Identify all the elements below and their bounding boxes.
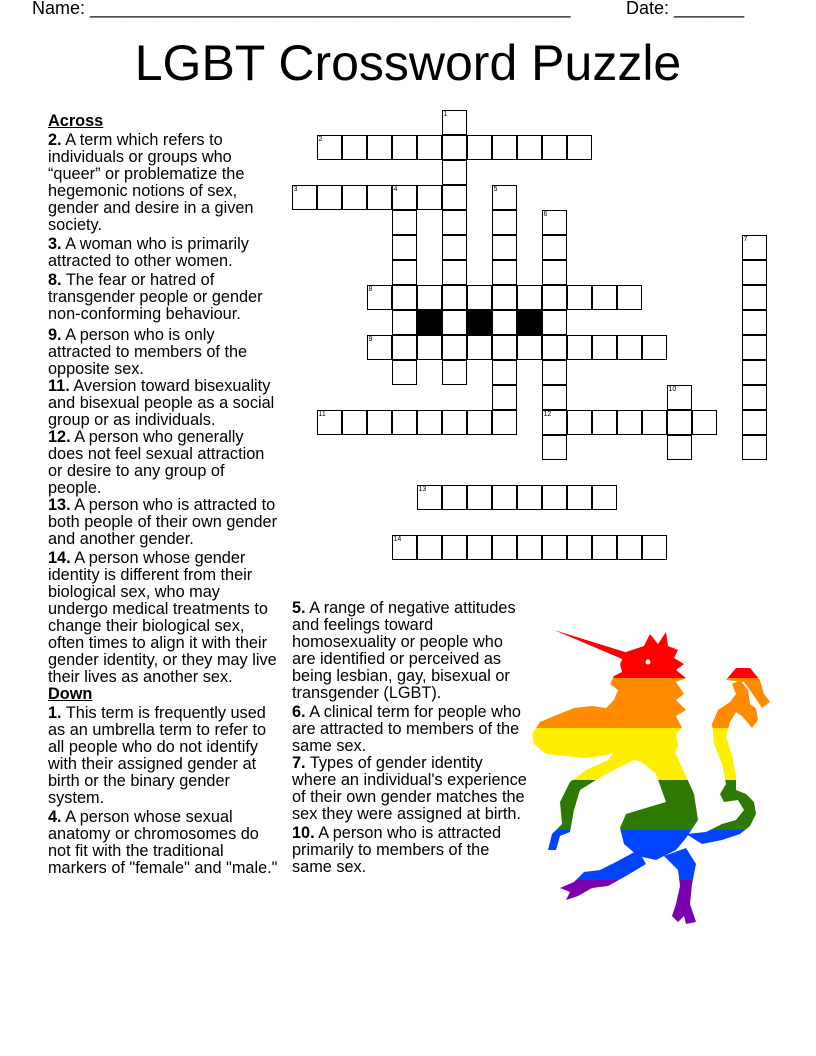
crossword-cell[interactable] (392, 310, 417, 335)
crossword-cell[interactable] (392, 360, 417, 385)
clue-text: A person who is attracted primarily to members of the same sex. (292, 824, 502, 876)
crossword-cell[interactable] (542, 210, 567, 235)
clue-across-2 (48, 132, 280, 234)
crossword-cell[interactable] (392, 410, 417, 435)
clue-number: 2. (48, 131, 62, 149)
crossword-cell[interactable] (542, 360, 567, 385)
clue-down-10 (292, 825, 528, 876)
clue-text: The fear or hatred of transgender people or gender non-conforming behaviour. (48, 271, 263, 323)
crossword-cell[interactable] (642, 335, 667, 360)
crossword-cell[interactable] (467, 285, 492, 310)
crossword-cell[interactable] (442, 410, 467, 435)
clue-across-12 (48, 429, 280, 497)
crossword-cell[interactable] (492, 210, 517, 235)
stripe-red (526, 624, 782, 678)
clue-text: A person whose gender identity is different from their biological sex, who may undergo medical treatments to change their biological sex, often times to align it with their gender identity, or they may live their lives as another sex. (48, 549, 277, 686)
crossword-cell[interactable] (467, 335, 492, 360)
crossword-cell[interactable] (442, 310, 467, 335)
crossword-cell[interactable] (467, 135, 492, 160)
crossword-cell[interactable] (442, 210, 467, 235)
clue-text: A person who is attracted to both people of their own gender and another gender. (48, 496, 278, 548)
clue-text: This term is frequently used as an umbrella term to refer to all people who do not identify with their assigned gender at birth or the binary gender system. (48, 704, 267, 807)
clue-text: A clinical term for people who are attracted to members of the same sex. (292, 703, 521, 755)
name-field[interactable]: Name: ________________________________________________ (32, 0, 571, 18)
crossword-cell[interactable] (592, 410, 617, 435)
crossword-cell[interactable] (417, 535, 442, 560)
crossword-cell[interactable] (417, 185, 442, 210)
crossword-cell[interactable] (567, 535, 592, 560)
crossword-cell[interactable] (617, 285, 642, 310)
crossword-cell[interactable] (542, 260, 567, 285)
crossword-cell[interactable] (492, 235, 517, 260)
cell-number: 13 (418, 485, 427, 493)
crossword-cell[interactable] (442, 160, 467, 185)
cell-number: 14 (393, 535, 402, 543)
crossword-cell[interactable] (417, 135, 442, 160)
cell-number: 2 (318, 135, 323, 143)
crossword-cell[interactable] (592, 485, 617, 510)
cell-number: 7 (743, 235, 748, 243)
crossword-cell[interactable] (567, 485, 592, 510)
clue-across-3 (48, 236, 280, 270)
crossword-cell[interactable] (367, 135, 392, 160)
cell-number: 9 (368, 335, 373, 343)
clue-number: 3. (48, 235, 62, 253)
crossword-cell[interactable] (742, 410, 767, 435)
crossword-cell[interactable] (517, 285, 542, 310)
rainbow-unicorn-image (526, 624, 782, 924)
crossword-cell[interactable] (492, 485, 517, 510)
clue-text: A range of negative attitudes and feelings toward homosexuality or people who are identified or perceived as being lesbian, gay, bisexual or transgender (LGBT). (292, 599, 516, 702)
crossword-cell[interactable] (467, 485, 492, 510)
crossword-cell[interactable] (442, 135, 467, 160)
crossword-cell[interactable] (442, 535, 467, 560)
clue-down-6 (292, 704, 528, 755)
clue-number: 5. (292, 599, 306, 617)
clue-down-5 (292, 600, 528, 702)
stripe-blue (526, 830, 782, 880)
crossword-cell[interactable] (442, 485, 467, 510)
crossword-cell[interactable] (367, 285, 392, 310)
cell-number: 1 (443, 110, 448, 118)
clue-across-9 (48, 327, 280, 378)
crossword-cell[interactable] (492, 310, 517, 335)
clue-across-8 (48, 272, 280, 323)
clue-number: 14. (48, 549, 71, 567)
crossword-cell[interactable] (442, 185, 467, 210)
crossword-cell[interactable] (442, 235, 467, 260)
crossword-cell[interactable] (492, 135, 517, 160)
crossword-cell[interactable] (342, 135, 367, 160)
crossword-cell[interactable] (542, 385, 567, 410)
clue-down-7 (292, 755, 528, 823)
stripe-green (526, 780, 782, 830)
crossword-cell[interactable] (542, 285, 567, 310)
crossword-cell[interactable] (592, 285, 617, 310)
clues-column-right (292, 600, 528, 878)
crossword-cell[interactable] (617, 535, 642, 560)
crossword-cell[interactable] (667, 410, 692, 435)
crossword-cell[interactable] (517, 135, 542, 160)
clue-number: 13. (48, 496, 71, 514)
crossword-block (467, 310, 492, 335)
stripe-yellow (526, 728, 782, 780)
clue-across-13 (48, 497, 280, 548)
page-title: LGBT Crossword Puzzle (134, 35, 682, 91)
crossword-cell[interactable] (392, 260, 417, 285)
crossword-cell[interactable] (492, 410, 517, 435)
crossword-cell[interactable] (492, 335, 517, 360)
crossword-cell[interactable] (742, 335, 767, 360)
clue-number: 7. (292, 754, 306, 772)
clue-down-1 (48, 705, 280, 807)
crossword-cell[interactable] (567, 285, 592, 310)
crossword-cell[interactable] (317, 185, 342, 210)
clue-number: 6. (292, 703, 306, 721)
crossword-cell[interactable] (392, 135, 417, 160)
crossword-cell[interactable] (567, 135, 592, 160)
crossword-cell[interactable] (742, 360, 767, 385)
clue-across-14 (48, 550, 280, 686)
down-heading: Down (48, 685, 93, 703)
crossword-cell[interactable] (317, 410, 342, 435)
clue-text: A person who generally does not feel sexual attraction or desire to any group of people. (48, 428, 265, 497)
crossword-cell[interactable] (742, 260, 767, 285)
crossword-cell[interactable] (492, 285, 517, 310)
crossword-cell[interactable] (642, 535, 667, 560)
crossword-cell[interactable] (442, 260, 467, 285)
crossword-cell[interactable] (542, 535, 567, 560)
cell-number: 12 (543, 410, 552, 418)
crossword-cell[interactable] (417, 285, 442, 310)
cell-number: 5 (493, 185, 498, 193)
crossword-cell[interactable] (367, 410, 392, 435)
crossword-cell[interactable] (492, 535, 517, 560)
crossword-cell[interactable] (392, 285, 417, 310)
crossword-cell[interactable] (517, 335, 542, 360)
crossword-cell[interactable] (392, 235, 417, 260)
crossword-cell[interactable] (392, 535, 417, 560)
crossword-cell[interactable] (517, 485, 542, 510)
stripe-orange (526, 678, 782, 728)
crossword-cell[interactable] (542, 235, 567, 260)
cell-number: 8 (368, 285, 373, 293)
crossword-cell[interactable] (367, 335, 392, 360)
clue-number: 11. (48, 377, 70, 395)
crossword-cell[interactable] (442, 360, 467, 385)
crossword-cell[interactable] (542, 435, 567, 460)
crossword-cell[interactable] (392, 335, 417, 360)
crossword-cell[interactable] (742, 385, 767, 410)
stripe-purple (526, 880, 782, 924)
crossword-cell[interactable] (617, 410, 642, 435)
crossword-cell[interactable] (442, 110, 467, 135)
crossword-cell[interactable] (742, 435, 767, 460)
crossword-cell[interactable] (417, 410, 442, 435)
cell-number: 4 (393, 185, 398, 193)
crossword-cell[interactable] (742, 235, 767, 260)
crossword-cell[interactable] (442, 285, 467, 310)
cell-number: 3 (293, 185, 298, 193)
crossword-cell[interactable] (467, 410, 492, 435)
crossword-cell[interactable] (342, 185, 367, 210)
across-heading: Across (48, 112, 104, 130)
crossword-cell[interactable] (542, 310, 567, 335)
crossword-cell[interactable] (667, 435, 692, 460)
crossword-block (517, 310, 542, 335)
crossword-cell[interactable] (617, 335, 642, 360)
crossword-cell[interactable] (742, 310, 767, 335)
crossword-cell[interactable] (317, 135, 342, 160)
crossword-cell[interactable] (342, 410, 367, 435)
crossword-cell[interactable] (492, 260, 517, 285)
crossword-cell[interactable] (742, 285, 767, 310)
crossword-cell[interactable] (542, 410, 567, 435)
clue-text: A woman who is primarily attracted to other women. (48, 235, 249, 270)
crossword-cell[interactable] (367, 185, 392, 210)
clue-text: Types of gender identity where an individual's experience of their own gender matches the sex they were assigned at birth. (292, 754, 527, 823)
clue-number: 8. (48, 271, 62, 289)
crossword-cell[interactable] (542, 335, 567, 360)
clue-text: A person whose sexual anatomy or chromosomes do not fit with the traditional markers of "female" and "male." (48, 808, 278, 877)
crossword-cell[interactable] (467, 535, 492, 560)
crossword-cell[interactable] (667, 385, 692, 410)
crossword-cell[interactable] (392, 210, 417, 235)
clue-number: 10. (292, 824, 315, 842)
crossword-cell[interactable] (542, 485, 567, 510)
crossword-cell[interactable] (517, 535, 542, 560)
crossword-cell[interactable] (292, 185, 317, 210)
clue-text: A term which refers to individuals or groups who “queer” or problematize the hegemonic notions of sex, gender and desire in a given society. (48, 131, 254, 234)
crossword-cell[interactable] (692, 410, 717, 435)
clue-number: 9. (48, 326, 62, 344)
clue-number: 12. (48, 428, 71, 446)
clues-column-left (48, 113, 280, 879)
clue-text: Aversion toward bisexuality and bisexual people as a social group or as individuals. (48, 377, 275, 429)
cell-number: 10 (668, 385, 677, 393)
crossword-cell[interactable] (592, 535, 617, 560)
cell-number: 6 (543, 210, 548, 218)
crossword-cell[interactable] (442, 335, 467, 360)
crossword-cell[interactable] (417, 335, 442, 360)
crossword-grid (292, 110, 772, 570)
crossword-cell[interactable] (492, 185, 517, 210)
crossword-cell[interactable] (592, 335, 617, 360)
date-field[interactable]: Date: _______ (626, 0, 745, 18)
crossword-cell[interactable] (567, 410, 592, 435)
crossword-cell[interactable] (392, 185, 417, 210)
clue-across-11 (48, 378, 280, 429)
crossword-cell[interactable] (567, 335, 592, 360)
crossword-block (417, 310, 442, 335)
cell-number: 11 (318, 410, 326, 418)
crossword-cell[interactable] (642, 410, 667, 435)
crossword-cell[interactable] (492, 360, 517, 385)
crossword-cell[interactable] (492, 385, 517, 410)
clue-number: 1. (48, 704, 62, 722)
clue-down-4 (48, 809, 280, 877)
crossword-cell[interactable] (417, 485, 442, 510)
clue-text: A person who is only attracted to members of the opposite sex. (48, 326, 248, 378)
clue-number: 4. (48, 808, 62, 826)
crossword-cell[interactable] (542, 135, 567, 160)
